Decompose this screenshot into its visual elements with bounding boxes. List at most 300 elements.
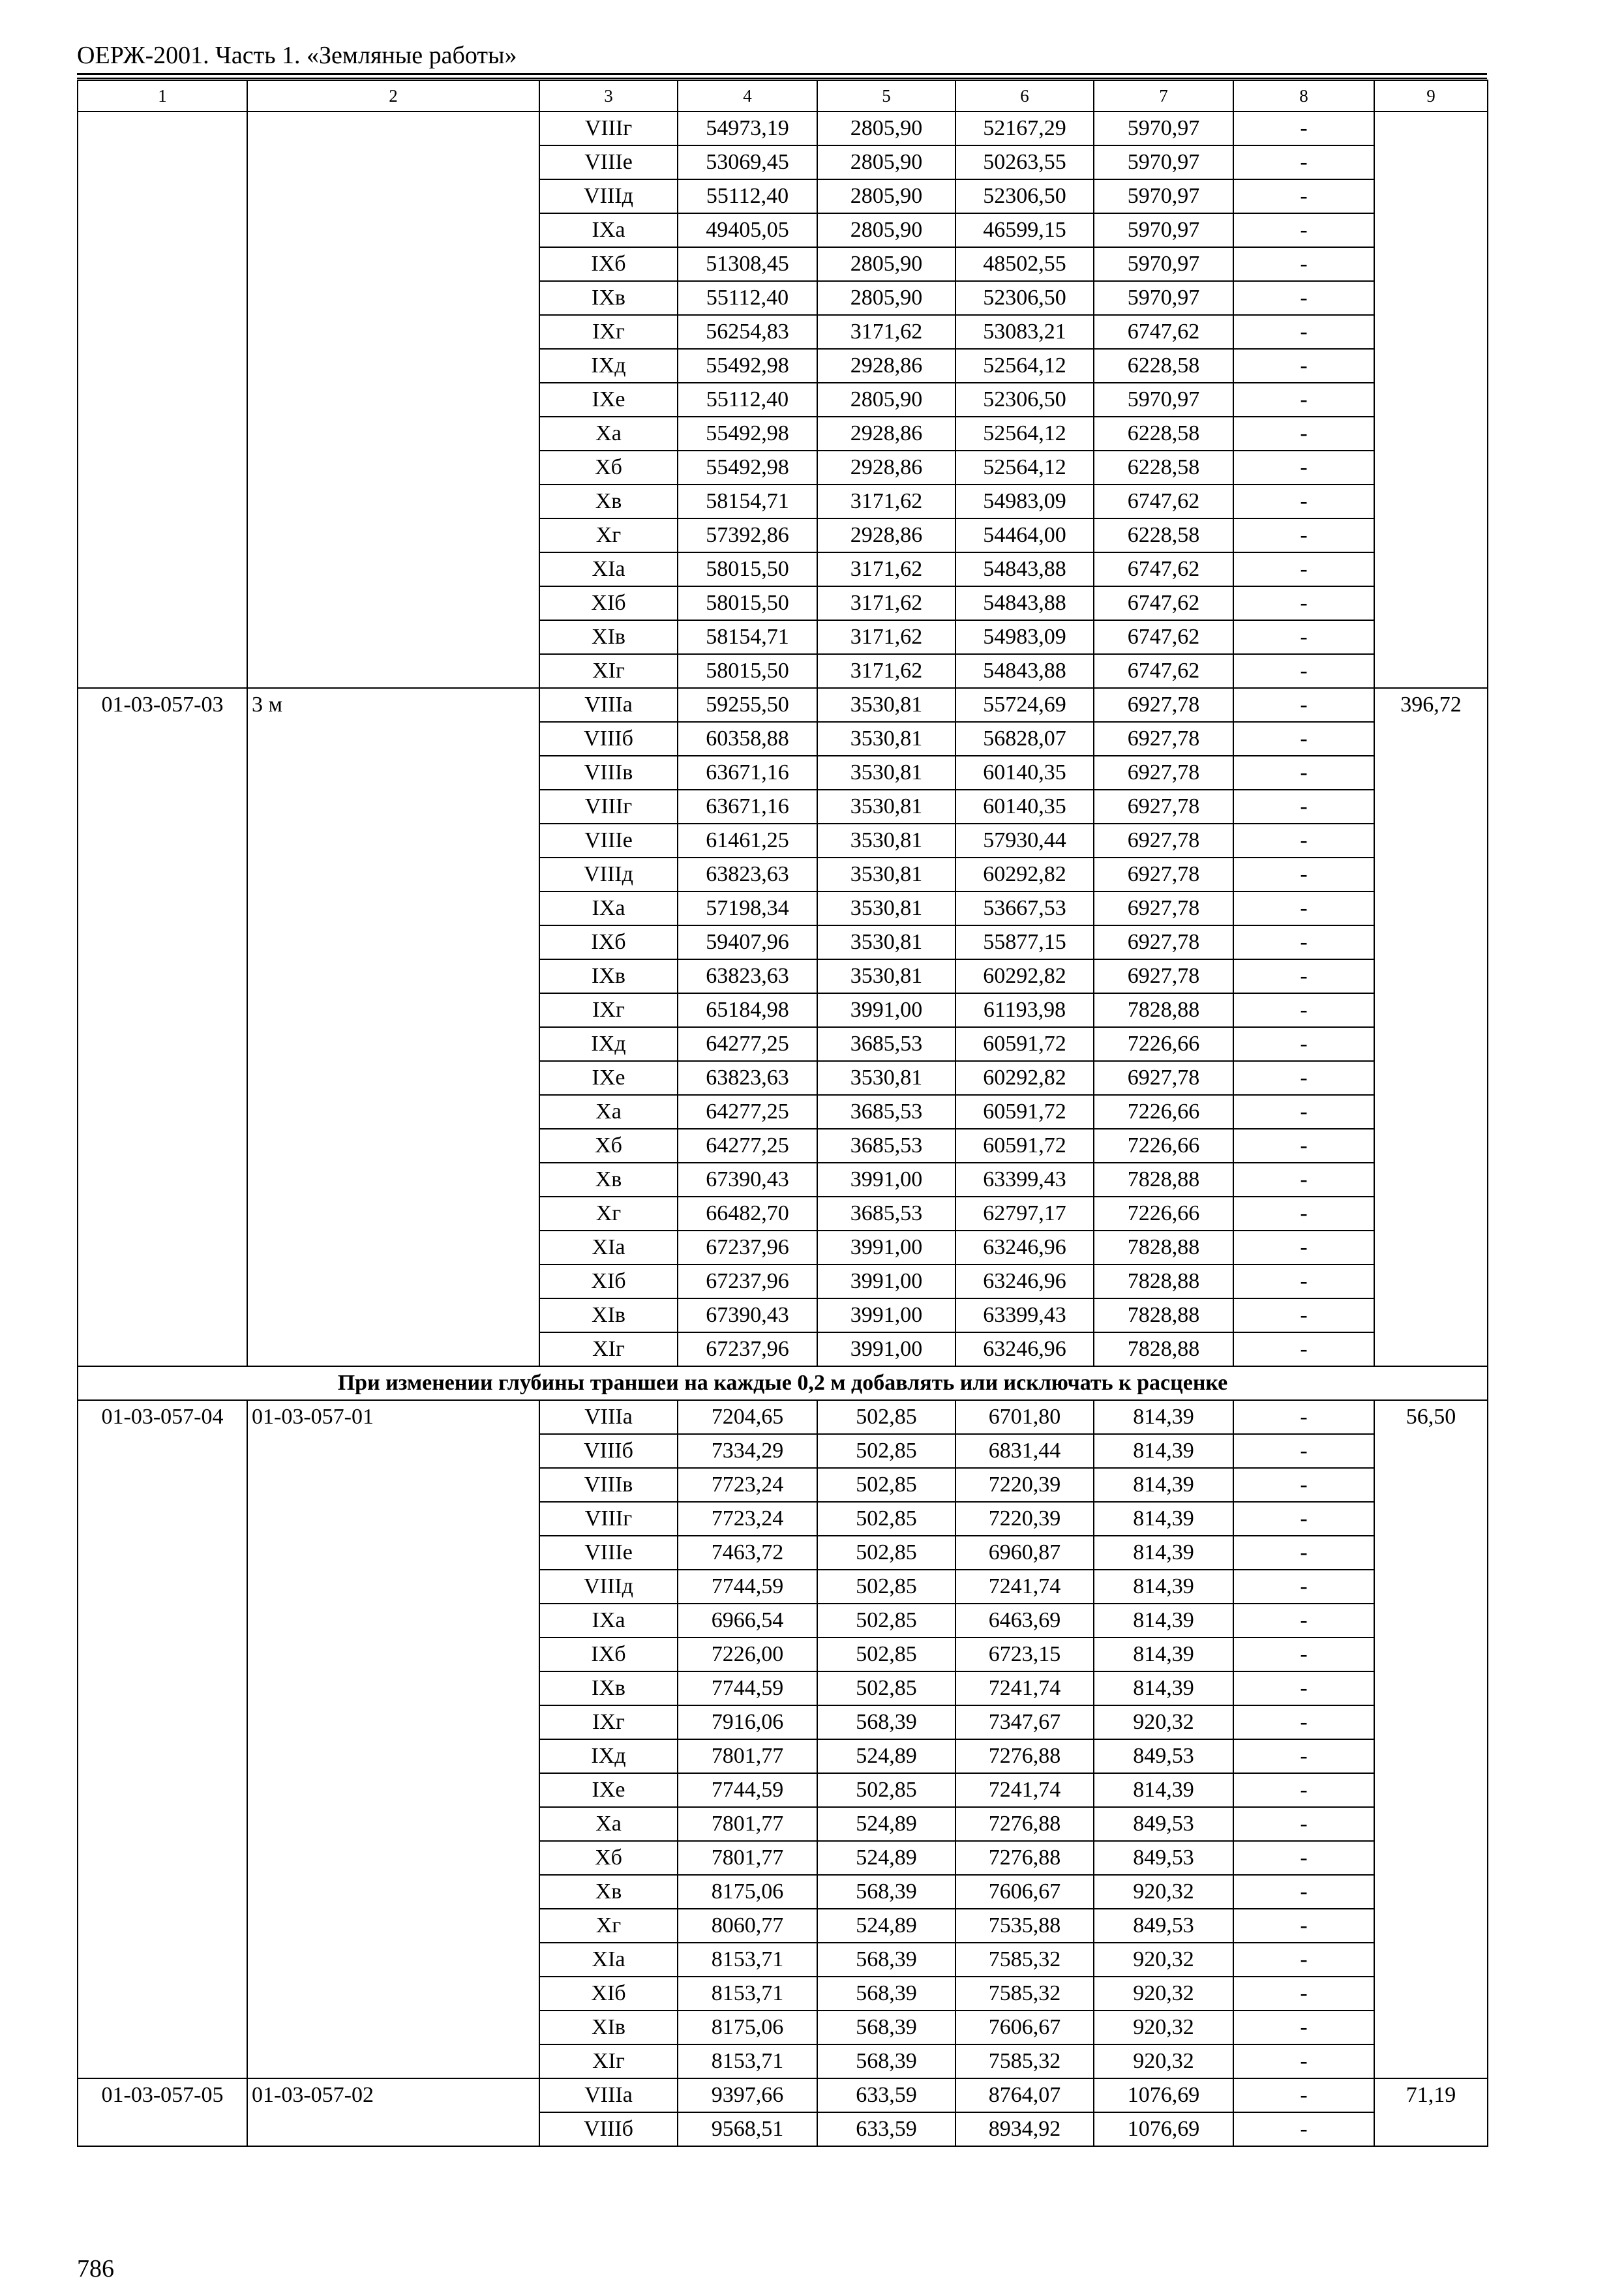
class-cell: XIг bbox=[539, 654, 678, 688]
machinists-wages-cell: 849,53 bbox=[1094, 1909, 1233, 1943]
class-cell: VIIIе bbox=[539, 1536, 678, 1570]
machines-cell: 60292,82 bbox=[955, 1061, 1094, 1095]
column-number-row bbox=[78, 80, 1488, 112]
materials-cell: - bbox=[1233, 179, 1374, 213]
wages-cell: 2805,90 bbox=[817, 179, 955, 213]
machines-cell: 52564,12 bbox=[955, 349, 1094, 383]
total-cost-cell: 58015,50 bbox=[678, 552, 817, 586]
class-cell: VIIIа bbox=[539, 688, 678, 722]
machines-cell: 7606,67 bbox=[955, 1875, 1094, 1909]
machinists-wages-cell: 7226,66 bbox=[1094, 1027, 1233, 1061]
machinists-wages-cell: 1076,69 bbox=[1094, 2078, 1233, 2112]
wages-cell: 502,85 bbox=[817, 1502, 955, 1536]
materials-cell: - bbox=[1233, 1332, 1374, 1366]
materials-cell: - bbox=[1233, 1298, 1374, 1332]
materials-cell: - bbox=[1233, 315, 1374, 349]
machinists-wages-cell: 6228,58 bbox=[1094, 518, 1233, 552]
machinists-wages-cell: 7828,88 bbox=[1094, 1231, 1233, 1264]
wages-cell: 502,85 bbox=[817, 1536, 955, 1570]
machinists-wages-cell: 6747,62 bbox=[1094, 552, 1233, 586]
total-cost-cell: 67237,96 bbox=[678, 1231, 817, 1264]
machines-cell: 7276,88 bbox=[955, 1739, 1094, 1773]
machinists-wages-cell: 920,32 bbox=[1094, 1977, 1233, 2011]
materials-cell: - bbox=[1233, 451, 1374, 485]
machines-cell: 7585,32 bbox=[955, 2044, 1094, 2078]
total-cost-cell: 58154,71 bbox=[678, 485, 817, 518]
total-cost-cell: 60358,88 bbox=[678, 722, 817, 756]
class-cell: IXе bbox=[539, 1061, 678, 1095]
materials-cell: - bbox=[1233, 1977, 1374, 2011]
materials-cell: - bbox=[1233, 383, 1374, 417]
class-cell: Xа bbox=[539, 1807, 678, 1841]
class-cell: VIIIд bbox=[539, 179, 678, 213]
wages-cell: 2928,86 bbox=[817, 417, 955, 451]
materials-cell: - bbox=[1233, 213, 1374, 247]
materials-cell: - bbox=[1233, 858, 1374, 891]
wages-cell: 2928,86 bbox=[817, 451, 955, 485]
machinists-wages-cell: 6927,78 bbox=[1094, 688, 1233, 722]
column-number: 8 bbox=[1233, 80, 1374, 112]
wages-cell: 502,85 bbox=[817, 1570, 955, 1604]
materials-cell: - bbox=[1233, 1739, 1374, 1773]
machines-cell: 52564,12 bbox=[955, 451, 1094, 485]
class-cell: Xв bbox=[539, 485, 678, 518]
machines-cell: 6831,44 bbox=[955, 1434, 1094, 1468]
materials-cell: - bbox=[1233, 1264, 1374, 1298]
machines-cell: 60292,82 bbox=[955, 959, 1094, 993]
class-cell: VIIIг bbox=[539, 1502, 678, 1536]
machines-cell: 6463,69 bbox=[955, 1604, 1094, 1638]
wages-cell: 3530,81 bbox=[817, 756, 955, 790]
materials-cell: - bbox=[1233, 1943, 1374, 1977]
machines-cell: 48502,55 bbox=[955, 247, 1094, 281]
wages-cell: 2805,90 bbox=[817, 145, 955, 179]
materials-cell: - bbox=[1233, 1536, 1374, 1570]
class-cell: IXв bbox=[539, 1671, 678, 1705]
class-cell: IXе bbox=[539, 1773, 678, 1807]
total-cost-cell: 59255,50 bbox=[678, 688, 817, 722]
class-cell: Xб bbox=[539, 451, 678, 485]
class-cell: Xб bbox=[539, 1129, 678, 1163]
machines-cell: 61193,98 bbox=[955, 993, 1094, 1027]
total-cost-cell: 58015,50 bbox=[678, 586, 817, 620]
wages-cell: 2928,86 bbox=[817, 349, 955, 383]
wages-cell: 3171,62 bbox=[817, 485, 955, 518]
machines-cell: 6960,87 bbox=[955, 1536, 1094, 1570]
code-cell: 01-03-057-05 bbox=[78, 2078, 247, 2146]
materials-cell: - bbox=[1233, 824, 1374, 858]
materials-cell: - bbox=[1233, 349, 1374, 383]
column-number: 3 bbox=[539, 80, 678, 112]
class-cell: IXа bbox=[539, 1604, 678, 1638]
class-cell: IXд bbox=[539, 1027, 678, 1061]
class-cell: Xг bbox=[539, 1197, 678, 1231]
total-cost-cell: 67237,96 bbox=[678, 1332, 817, 1366]
wages-cell: 3685,53 bbox=[817, 1129, 955, 1163]
machinists-wages-cell: 5970,97 bbox=[1094, 281, 1233, 315]
table-row bbox=[78, 2078, 1488, 2112]
materials-cell: - bbox=[1233, 518, 1374, 552]
class-cell: IXа bbox=[539, 213, 678, 247]
materials-cell: - bbox=[1233, 145, 1374, 179]
class-cell: VIIIе bbox=[539, 824, 678, 858]
wages-cell: 3530,81 bbox=[817, 1061, 955, 1095]
rates-table bbox=[77, 80, 1488, 2147]
total-cost-cell: 55492,98 bbox=[678, 417, 817, 451]
machinists-wages-cell: 1076,69 bbox=[1094, 2112, 1233, 2146]
machines-cell: 60591,72 bbox=[955, 1027, 1094, 1061]
machines-cell: 53083,21 bbox=[955, 315, 1094, 349]
materials-cell: - bbox=[1233, 1434, 1374, 1468]
machines-cell: 54843,88 bbox=[955, 552, 1094, 586]
wages-cell: 3530,81 bbox=[817, 722, 955, 756]
class-cell: Xб bbox=[539, 1841, 678, 1875]
labor-cost-cell bbox=[1374, 112, 1488, 688]
total-cost-cell: 7744,59 bbox=[678, 1671, 817, 1705]
machines-cell: 63246,96 bbox=[955, 1264, 1094, 1298]
machinists-wages-cell: 7828,88 bbox=[1094, 1298, 1233, 1332]
class-cell: VIIIг bbox=[539, 790, 678, 824]
machines-cell: 60591,72 bbox=[955, 1095, 1094, 1129]
materials-cell: - bbox=[1233, 1061, 1374, 1095]
machines-cell: 56828,07 bbox=[955, 722, 1094, 756]
wages-cell: 2805,90 bbox=[817, 281, 955, 315]
materials-cell: - bbox=[1233, 2044, 1374, 2078]
machinists-wages-cell: 814,39 bbox=[1094, 1502, 1233, 1536]
wages-cell: 524,89 bbox=[817, 1739, 955, 1773]
class-cell: XIб bbox=[539, 586, 678, 620]
materials-cell: - bbox=[1233, 417, 1374, 451]
total-cost-cell: 6966,54 bbox=[678, 1604, 817, 1638]
materials-cell: - bbox=[1233, 756, 1374, 790]
materials-cell: - bbox=[1233, 1773, 1374, 1807]
machinists-wages-cell: 7828,88 bbox=[1094, 993, 1233, 1027]
materials-cell: - bbox=[1233, 281, 1374, 315]
machines-cell: 7220,39 bbox=[955, 1502, 1094, 1536]
machinists-wages-cell: 6228,58 bbox=[1094, 451, 1233, 485]
wages-cell: 3530,81 bbox=[817, 959, 955, 993]
machinists-wages-cell: 6927,78 bbox=[1094, 824, 1233, 858]
wages-cell: 3530,81 bbox=[817, 790, 955, 824]
total-cost-cell: 7723,24 bbox=[678, 1468, 817, 1502]
column-number: 1 bbox=[78, 80, 247, 112]
column-number: 4 bbox=[678, 80, 817, 112]
class-cell: VIIIг bbox=[539, 112, 678, 145]
wages-cell: 2805,90 bbox=[817, 247, 955, 281]
machines-cell: 7220,39 bbox=[955, 1468, 1094, 1502]
wages-cell: 3171,62 bbox=[817, 654, 955, 688]
table-row bbox=[78, 688, 1488, 722]
materials-cell: - bbox=[1233, 2011, 1374, 2044]
wages-cell: 2805,90 bbox=[817, 213, 955, 247]
machines-cell: 52564,12 bbox=[955, 417, 1094, 451]
total-cost-cell: 51308,45 bbox=[678, 247, 817, 281]
machinists-wages-cell: 6228,58 bbox=[1094, 417, 1233, 451]
depth-cell: 3 м bbox=[247, 688, 539, 1366]
class-cell: XIг bbox=[539, 1332, 678, 1366]
class-cell: VIIIд bbox=[539, 1570, 678, 1604]
machines-cell: 7535,88 bbox=[955, 1909, 1094, 1943]
wages-cell: 502,85 bbox=[817, 1468, 955, 1502]
machines-cell: 63399,43 bbox=[955, 1163, 1094, 1197]
materials-cell: - bbox=[1233, 1163, 1374, 1197]
materials-cell: - bbox=[1233, 2078, 1374, 2112]
column-number: 7 bbox=[1094, 80, 1233, 112]
machinists-wages-cell: 7828,88 bbox=[1094, 1264, 1233, 1298]
wages-cell: 3991,00 bbox=[817, 993, 955, 1027]
total-cost-cell: 61461,25 bbox=[678, 824, 817, 858]
machines-cell: 46599,15 bbox=[955, 213, 1094, 247]
wages-cell: 2805,90 bbox=[817, 112, 955, 145]
machinists-wages-cell: 6747,62 bbox=[1094, 654, 1233, 688]
wages-cell: 3171,62 bbox=[817, 315, 955, 349]
total-cost-cell: 8153,71 bbox=[678, 1943, 817, 1977]
machines-cell: 7241,74 bbox=[955, 1570, 1094, 1604]
machines-cell: 7276,88 bbox=[955, 1841, 1094, 1875]
total-cost-cell: 7744,59 bbox=[678, 1773, 817, 1807]
wages-cell: 3530,81 bbox=[817, 891, 955, 925]
materials-cell: - bbox=[1233, 1705, 1374, 1739]
machinists-wages-cell: 5970,97 bbox=[1094, 247, 1233, 281]
total-cost-cell: 63823,63 bbox=[678, 1061, 817, 1095]
materials-cell: - bbox=[1233, 1841, 1374, 1875]
total-cost-cell: 55492,98 bbox=[678, 349, 817, 383]
wages-cell: 3685,53 bbox=[817, 1095, 955, 1129]
materials-cell: - bbox=[1233, 1468, 1374, 1502]
total-cost-cell: 7801,77 bbox=[678, 1841, 817, 1875]
machinists-wages-cell: 920,32 bbox=[1094, 1943, 1233, 1977]
materials-cell: - bbox=[1233, 1671, 1374, 1705]
class-cell: IXг bbox=[539, 1705, 678, 1739]
machines-cell: 7606,67 bbox=[955, 2011, 1094, 2044]
total-cost-cell: 8153,71 bbox=[678, 2044, 817, 2078]
machines-cell: 54843,88 bbox=[955, 654, 1094, 688]
page-number: 786 bbox=[77, 2255, 114, 2282]
materials-cell: - bbox=[1233, 1909, 1374, 1943]
materials-cell: - bbox=[1233, 1027, 1374, 1061]
column-number: 5 bbox=[817, 80, 955, 112]
wages-cell: 3171,62 bbox=[817, 620, 955, 654]
column-number: 2 bbox=[247, 80, 539, 112]
machines-cell: 53667,53 bbox=[955, 891, 1094, 925]
wages-cell: 568,39 bbox=[817, 1943, 955, 1977]
wages-cell: 3171,62 bbox=[817, 586, 955, 620]
machines-cell: 60591,72 bbox=[955, 1129, 1094, 1163]
machinists-wages-cell: 7226,66 bbox=[1094, 1197, 1233, 1231]
class-cell: IXв bbox=[539, 281, 678, 315]
column-number: 9 bbox=[1374, 80, 1488, 112]
class-cell: XIа bbox=[539, 1943, 678, 1977]
labor-cost-cell: 71,19 bbox=[1374, 2078, 1488, 2146]
machinists-wages-cell: 814,39 bbox=[1094, 1468, 1233, 1502]
machines-cell: 55877,15 bbox=[955, 925, 1094, 959]
class-cell: VIIIб bbox=[539, 722, 678, 756]
materials-cell: - bbox=[1233, 1400, 1374, 1434]
materials-cell: - bbox=[1233, 247, 1374, 281]
class-cell: VIIIб bbox=[539, 2112, 678, 2146]
class-cell: IXг bbox=[539, 993, 678, 1027]
machines-cell: 8934,92 bbox=[955, 2112, 1094, 2146]
total-cost-cell: 63671,16 bbox=[678, 790, 817, 824]
code-cell: 01-03-057-04 bbox=[78, 1400, 247, 2078]
class-cell: Xа bbox=[539, 1095, 678, 1129]
machinists-wages-cell: 920,32 bbox=[1094, 2011, 1233, 2044]
total-cost-cell: 7226,00 bbox=[678, 1638, 817, 1671]
column-number: 6 bbox=[955, 80, 1094, 112]
machinists-wages-cell: 6747,62 bbox=[1094, 315, 1233, 349]
class-cell: VIIIд bbox=[539, 858, 678, 891]
total-cost-cell: 7463,72 bbox=[678, 1536, 817, 1570]
machines-cell: 8764,07 bbox=[955, 2078, 1094, 2112]
wages-cell: 568,39 bbox=[817, 2011, 955, 2044]
class-cell: XIа bbox=[539, 552, 678, 586]
total-cost-cell: 8175,06 bbox=[678, 2011, 817, 2044]
class-cell: XIб bbox=[539, 1264, 678, 1298]
materials-cell: - bbox=[1233, 485, 1374, 518]
total-cost-cell: 55112,40 bbox=[678, 179, 817, 213]
total-cost-cell: 49405,05 bbox=[678, 213, 817, 247]
machinists-wages-cell: 6228,58 bbox=[1094, 349, 1233, 383]
machinists-wages-cell: 814,39 bbox=[1094, 1773, 1233, 1807]
wages-cell: 568,39 bbox=[817, 2044, 955, 2078]
class-cell: VIIIе bbox=[539, 145, 678, 179]
machinists-wages-cell: 814,39 bbox=[1094, 1570, 1233, 1604]
machines-cell: 60292,82 bbox=[955, 858, 1094, 891]
total-cost-cell: 67390,43 bbox=[678, 1298, 817, 1332]
machines-cell: 7241,74 bbox=[955, 1671, 1094, 1705]
total-cost-cell: 57198,34 bbox=[678, 891, 817, 925]
machines-cell: 6723,15 bbox=[955, 1638, 1094, 1671]
wages-cell: 524,89 bbox=[817, 1807, 955, 1841]
wages-cell: 568,39 bbox=[817, 1977, 955, 2011]
total-cost-cell: 55112,40 bbox=[678, 281, 817, 315]
table-row bbox=[78, 112, 1488, 145]
materials-cell: - bbox=[1233, 1197, 1374, 1231]
materials-cell: - bbox=[1233, 112, 1374, 145]
wages-cell: 502,85 bbox=[817, 1604, 955, 1638]
total-cost-cell: 63823,63 bbox=[678, 858, 817, 891]
total-cost-cell: 65184,98 bbox=[678, 993, 817, 1027]
machinists-wages-cell: 849,53 bbox=[1094, 1739, 1233, 1773]
class-cell: IXб bbox=[539, 247, 678, 281]
machinists-wages-cell: 5970,97 bbox=[1094, 179, 1233, 213]
materials-cell: - bbox=[1233, 790, 1374, 824]
class-cell: IXе bbox=[539, 383, 678, 417]
wages-cell: 502,85 bbox=[817, 1671, 955, 1705]
machinists-wages-cell: 6927,78 bbox=[1094, 756, 1233, 790]
depth-cell bbox=[247, 112, 539, 688]
wages-cell: 3991,00 bbox=[817, 1332, 955, 1366]
machinists-wages-cell: 814,39 bbox=[1094, 1536, 1233, 1570]
machinists-wages-cell: 814,39 bbox=[1094, 1638, 1233, 1671]
class-cell: XIв bbox=[539, 1298, 678, 1332]
header-rule bbox=[77, 78, 1487, 79]
machines-cell: 54843,88 bbox=[955, 586, 1094, 620]
machines-cell: 7276,88 bbox=[955, 1807, 1094, 1841]
depth-cell: 01-03-057-01 bbox=[247, 1400, 539, 2078]
machinists-wages-cell: 7828,88 bbox=[1094, 1163, 1233, 1197]
machinists-wages-cell: 6747,62 bbox=[1094, 586, 1233, 620]
machinists-wages-cell: 6927,78 bbox=[1094, 722, 1233, 756]
header-rule bbox=[77, 73, 1487, 75]
machines-cell: 7585,32 bbox=[955, 1943, 1094, 1977]
materials-cell: - bbox=[1233, 1095, 1374, 1129]
materials-cell: - bbox=[1233, 993, 1374, 1027]
wages-cell: 3530,81 bbox=[817, 688, 955, 722]
class-cell: IXб bbox=[539, 925, 678, 959]
machinists-wages-cell: 5970,97 bbox=[1094, 145, 1233, 179]
class-cell: VIIIб bbox=[539, 1434, 678, 1468]
machines-cell: 6701,80 bbox=[955, 1400, 1094, 1434]
machines-cell: 54983,09 bbox=[955, 485, 1094, 518]
total-cost-cell: 55112,40 bbox=[678, 383, 817, 417]
wages-cell: 568,39 bbox=[817, 1705, 955, 1739]
rates-table-body bbox=[78, 80, 1488, 2146]
machinists-wages-cell: 6927,78 bbox=[1094, 1061, 1233, 1095]
class-cell: XIб bbox=[539, 1977, 678, 2011]
class-cell: IXв bbox=[539, 959, 678, 993]
total-cost-cell: 8153,71 bbox=[678, 1977, 817, 2011]
class-cell: IXг bbox=[539, 315, 678, 349]
code-cell: 01-03-057-03 bbox=[78, 688, 247, 1366]
total-cost-cell: 58154,71 bbox=[678, 620, 817, 654]
machinists-wages-cell: 6927,78 bbox=[1094, 790, 1233, 824]
machinists-wages-cell: 6927,78 bbox=[1094, 858, 1233, 891]
total-cost-cell: 7723,24 bbox=[678, 1502, 817, 1536]
machinists-wages-cell: 7226,66 bbox=[1094, 1095, 1233, 1129]
machinists-wages-cell: 814,39 bbox=[1094, 1434, 1233, 1468]
depth-cell: 01-03-057-02 bbox=[247, 2078, 539, 2146]
materials-cell: - bbox=[1233, 2112, 1374, 2146]
class-cell: IXа bbox=[539, 891, 678, 925]
wages-cell: 3685,53 bbox=[817, 1027, 955, 1061]
total-cost-cell: 56254,83 bbox=[678, 315, 817, 349]
total-cost-cell: 7334,29 bbox=[678, 1434, 817, 1468]
machines-cell: 63246,96 bbox=[955, 1332, 1094, 1366]
materials-cell: - bbox=[1233, 688, 1374, 722]
wages-cell: 3991,00 bbox=[817, 1163, 955, 1197]
class-cell: VIIIа bbox=[539, 2078, 678, 2112]
machinists-wages-cell: 5970,97 bbox=[1094, 112, 1233, 145]
materials-cell: - bbox=[1233, 1875, 1374, 1909]
wages-cell: 633,59 bbox=[817, 2078, 955, 2112]
class-cell: Xа bbox=[539, 417, 678, 451]
machines-cell: 50263,55 bbox=[955, 145, 1094, 179]
total-cost-cell: 54973,19 bbox=[678, 112, 817, 145]
machinists-wages-cell: 7226,66 bbox=[1094, 1129, 1233, 1163]
materials-cell: - bbox=[1233, 1502, 1374, 1536]
machinists-wages-cell: 7828,88 bbox=[1094, 1332, 1233, 1366]
materials-cell: - bbox=[1233, 891, 1374, 925]
machinists-wages-cell: 6927,78 bbox=[1094, 891, 1233, 925]
machines-cell: 60140,35 bbox=[955, 790, 1094, 824]
wages-cell: 524,89 bbox=[817, 1909, 955, 1943]
class-cell: IXд bbox=[539, 349, 678, 383]
class-cell: XIв bbox=[539, 2011, 678, 2044]
labor-cost-cell: 396,72 bbox=[1374, 688, 1488, 1366]
machines-cell: 54464,00 bbox=[955, 518, 1094, 552]
machines-cell: 52306,50 bbox=[955, 383, 1094, 417]
wages-cell: 3685,53 bbox=[817, 1197, 955, 1231]
class-cell: Xв bbox=[539, 1163, 678, 1197]
machines-cell: 62797,17 bbox=[955, 1197, 1094, 1231]
machinists-wages-cell: 814,39 bbox=[1094, 1604, 1233, 1638]
materials-cell: - bbox=[1233, 1807, 1374, 1841]
total-cost-cell: 67237,96 bbox=[678, 1264, 817, 1298]
wages-cell: 502,85 bbox=[817, 1434, 955, 1468]
total-cost-cell: 9397,66 bbox=[678, 2078, 817, 2112]
machines-cell: 7585,32 bbox=[955, 1977, 1094, 2011]
